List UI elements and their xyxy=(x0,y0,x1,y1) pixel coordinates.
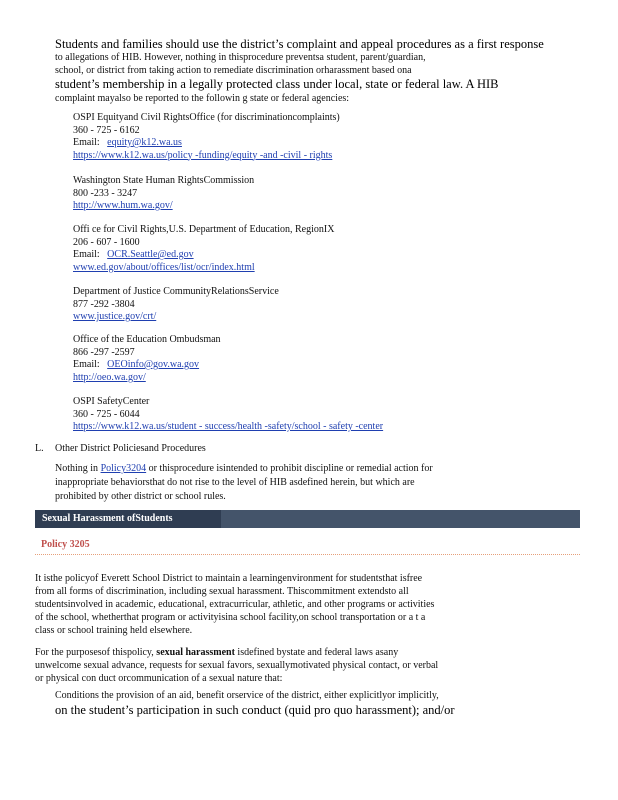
agency-phone: 800 -233 - 3247 xyxy=(73,187,138,199)
section-l-pre: Nothing in xyxy=(55,463,99,474)
agency-name: OSPI SafetyCenter xyxy=(73,396,150,407)
section-banner-title: Sexual Harassment ofStudents xyxy=(42,513,173,524)
email-label: Email: xyxy=(73,249,100,260)
agency-hum-rights xyxy=(73,175,254,213)
agency-url-link[interactable]: http://oeo.wa.gov/ xyxy=(73,371,146,383)
agency-name: Department of Justice CommunityRelationsService xyxy=(73,286,279,297)
agency-url-link[interactable]: https://www.k12.wa.us/policy -funding/equity -and -civil - rights xyxy=(73,149,333,161)
bullet-item-line-2: on the student’s participation in such conduct (quid pro quo harassment); and/or xyxy=(55,703,455,717)
email-label: Email: xyxy=(73,359,100,370)
policy-para-1-line-5: class or school training held elsewhere. xyxy=(35,625,193,636)
agency-email-link[interactable]: OCR.Seattle@ed.gov xyxy=(107,249,194,260)
agency-url-link[interactable]: https://www.k12.wa.us/student - success/health -safety/school - safety -center xyxy=(73,421,384,432)
agency-name: Offi ce for Civil Rights,U.S. Department of Education, RegionIX xyxy=(73,224,335,235)
policy-para-1-line-1: It isthe policyof Everett School District to maintain a learningenvironment for studentsthat isfree xyxy=(35,573,423,584)
intro-line-2 xyxy=(55,52,530,65)
email-label: Email: xyxy=(73,137,100,148)
sexual-harassment-term: sexual harassment xyxy=(156,647,235,658)
intro-line-5: complaint mayalso be reported to the followin g state or federal agencies: xyxy=(55,93,350,104)
section-l-line-2: inappropriate behaviorsthat do not rise to the level of HIB asdefined herein, but which are xyxy=(55,477,415,488)
policy-para-1-line-2: from all forms of discrimination, including sexual harassment. Thiscommitment extendsto all xyxy=(35,586,409,597)
agency-doj xyxy=(73,286,279,324)
section-l-marker: L. xyxy=(35,443,44,454)
agency-phone: 360 - 725 - 6044 xyxy=(73,408,140,420)
intro-line-3: school, or district from taking action to remediate discrimination orharassment based ona xyxy=(55,65,412,76)
agency-ocr xyxy=(73,224,334,274)
agency-phone: 360 - 725 - 6162 xyxy=(73,124,140,136)
policy-row xyxy=(35,536,580,555)
section-l-heading: Other District Policiesand Procedures xyxy=(55,443,206,454)
agency-ospi-equity xyxy=(73,112,340,162)
section-banner-tab xyxy=(35,510,221,528)
agency-phone: 877 -292 -3804 xyxy=(73,298,135,310)
policy-para-2-line-3: or physical con duct orcommunication of a sexual nature that: xyxy=(35,673,283,684)
agency-phone: 866 -297 -2597 xyxy=(73,346,135,358)
para-2-pre: For the purposesof thispolicy, xyxy=(35,647,154,658)
section-l-line-3: prohibited by other district or school rules. xyxy=(55,491,226,502)
policy-para-2-line-2: unwelcome sexual advance, requests for sexual favors, sexuallymotivated physical contact, or verbal xyxy=(35,660,439,671)
agency-url-link[interactable]: www.justice.gov/crt/ xyxy=(73,311,157,322)
intro-line-4: student’s membership in a legally protected class under local, state or federal law. A HIB xyxy=(55,77,499,91)
agency-name: OSPI Equityand Civil RightsOffice (for discriminationcomplaints) xyxy=(73,112,340,123)
policy-para-1-line-4: of the school, whetherthat program or activityisina school facility,on school transportation or a t a xyxy=(35,612,426,623)
bullet-item-line-1: Conditions the provision of an aid, benefit orservice of the district, either explicitlyor implicitly, xyxy=(55,690,439,701)
section-l-rest: or thisprocedure isintended to prohibit discipline or remedial action for xyxy=(148,463,433,474)
agency-email-link[interactable]: equity@k12.wa.us xyxy=(107,137,182,148)
agency-oeo xyxy=(73,334,221,384)
agency-url-link[interactable]: www.ed.gov/about/offices/list/ocr/index.html xyxy=(73,261,255,273)
intro-line-1: Students and families should use the district’s complaint and appeal procedures as a first response xyxy=(55,37,544,51)
intro-line-2-text: to allegations of HIB. However, nothing in thisprocedure preventsa student, parent/guardian, xyxy=(55,52,426,63)
agency-name: Office of the Education Ombudsman xyxy=(73,334,221,345)
policy-3204-link[interactable]: Policy3204 xyxy=(100,463,147,474)
policy-para-2-line-1 xyxy=(35,647,398,660)
agency-ospi-safety xyxy=(73,396,383,434)
section-l-line-1 xyxy=(55,463,433,476)
policy-para-1-line-3: studentsinvolved in academic, educational, extracurricular, athletic, and other programs or activities xyxy=(35,599,435,610)
agency-email-link[interactable]: OEOinfo@gov.wa.gov xyxy=(107,359,200,370)
section-banner xyxy=(35,510,580,528)
agency-url-link[interactable]: http://www.hum.wa.gov/ xyxy=(73,200,173,211)
policy-label: Policy 3205 xyxy=(41,539,90,550)
agency-name: Washington State Human RightsCommission xyxy=(73,175,255,186)
agency-phone: 206 - 607 - 1600 xyxy=(73,236,140,248)
para-2-post: isdefined bystate and federal laws asany xyxy=(237,647,399,658)
